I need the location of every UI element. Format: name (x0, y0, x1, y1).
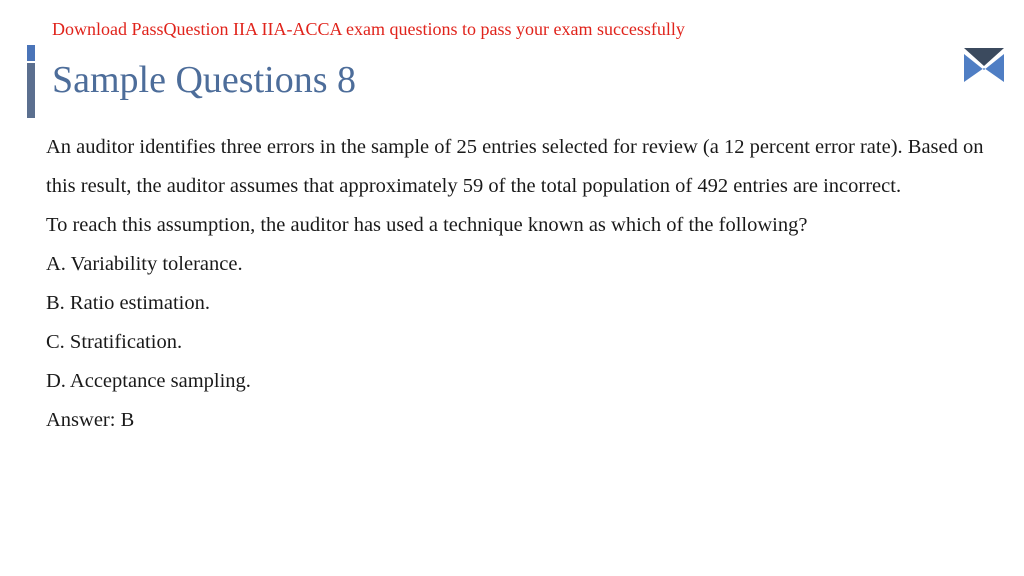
chevron-down-logo-icon (964, 48, 1004, 82)
option-c: C. Stratification. (46, 331, 183, 353)
download-banner: Download PassQuestion IIA IIA-ACCA exam questions to pass your exam successfully (52, 19, 685, 39)
title-accent-bar-bottom (27, 63, 35, 118)
question-content (46, 128, 996, 440)
slide-title: Sample Questions 8 (52, 59, 356, 101)
title-accent-bar-top (27, 45, 35, 61)
title-accent-bar (27, 45, 35, 118)
option-b: B. Ratio estimation. (46, 292, 210, 314)
question-paragraph-2: To reach this assumption, the auditor has used a technique known as which of the following? (46, 214, 808, 236)
question-paragraph-1: An auditor identifies three errors in the sample of 25 entries selected for review (a 12 percent error rate). Based on this result, the auditor assumes that approximately 59 of the total population of 492 entries are incorrect. (46, 136, 984, 197)
option-d: D. Acceptance sampling. (46, 370, 251, 392)
option-a: A. Variability tolerance. (46, 253, 243, 275)
answer-line: Answer: B (46, 409, 135, 431)
